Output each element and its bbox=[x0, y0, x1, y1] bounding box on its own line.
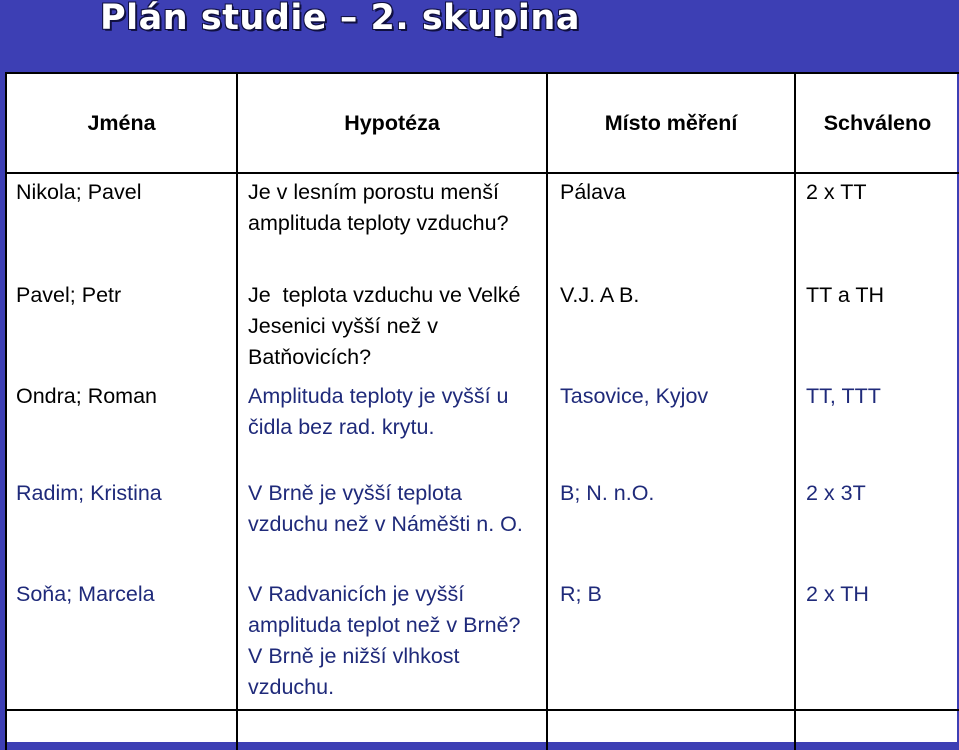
cell-names: Pavel; Petr bbox=[6, 277, 237, 378]
cell-place: B; N. n.O. bbox=[547, 475, 795, 576]
study-plan-table-container bbox=[5, 72, 957, 742]
header-approved: Schváleno bbox=[795, 73, 959, 173]
cell-names: Nikola; Pavel bbox=[6, 173, 237, 277]
cell-empty bbox=[6, 710, 237, 750]
header-names: Jména bbox=[6, 73, 237, 173]
cell-approved: TT, TTT bbox=[795, 378, 959, 475]
cell-approved: 2 x 3T bbox=[795, 475, 959, 576]
cell-approved: 2 x TT bbox=[795, 173, 959, 277]
cell-place: R; B bbox=[547, 576, 795, 710]
table-row bbox=[6, 576, 959, 710]
cell-names: Soňa; Marcela bbox=[6, 576, 237, 710]
table-row-empty bbox=[6, 710, 959, 750]
cell-place: Tasovice, Kyjov bbox=[547, 378, 795, 475]
table-row bbox=[6, 277, 959, 378]
table-header-row bbox=[6, 73, 959, 173]
cell-empty bbox=[795, 710, 959, 750]
cell-approved: 2 x TH bbox=[795, 576, 959, 710]
cell-empty bbox=[237, 710, 547, 750]
header-place: Místo měření bbox=[547, 73, 795, 173]
table-row bbox=[6, 475, 959, 576]
cell-hypothesis: Amplituda teploty je vyšší u čidla bez rad. krytu. bbox=[237, 378, 547, 475]
cell-hypothesis: Je teplota vzduchu ve Velké Jesenici vyšší než v Batňovicích? bbox=[237, 277, 547, 378]
cell-hypothesis: V Radvanicích je vyšší amplituda teplot než v Brně? V Brně je nižší vlhkost vzduchu. bbox=[237, 576, 547, 710]
table-row bbox=[6, 173, 959, 277]
cell-hypothesis: V Brně je vyšší teplota vzduchu než v Náměšti n. O. bbox=[237, 475, 547, 576]
slide-title: Plán studie – 2. skupina bbox=[100, 0, 580, 38]
cell-names: Radim; Kristina bbox=[6, 475, 237, 576]
cell-place: Pálava bbox=[547, 173, 795, 277]
cell-hypothesis: Je v lesním porostu menší amplituda teploty vzduchu? bbox=[237, 173, 547, 277]
table-row bbox=[6, 378, 959, 475]
header-hypothesis: Hypotéza bbox=[237, 73, 547, 173]
study-plan-table bbox=[5, 72, 959, 750]
cell-names: Ondra; Roman bbox=[6, 378, 237, 475]
cell-approved: TT a TH bbox=[795, 277, 959, 378]
cell-place: V.J. A B. bbox=[547, 277, 795, 378]
cell-empty bbox=[547, 710, 795, 750]
